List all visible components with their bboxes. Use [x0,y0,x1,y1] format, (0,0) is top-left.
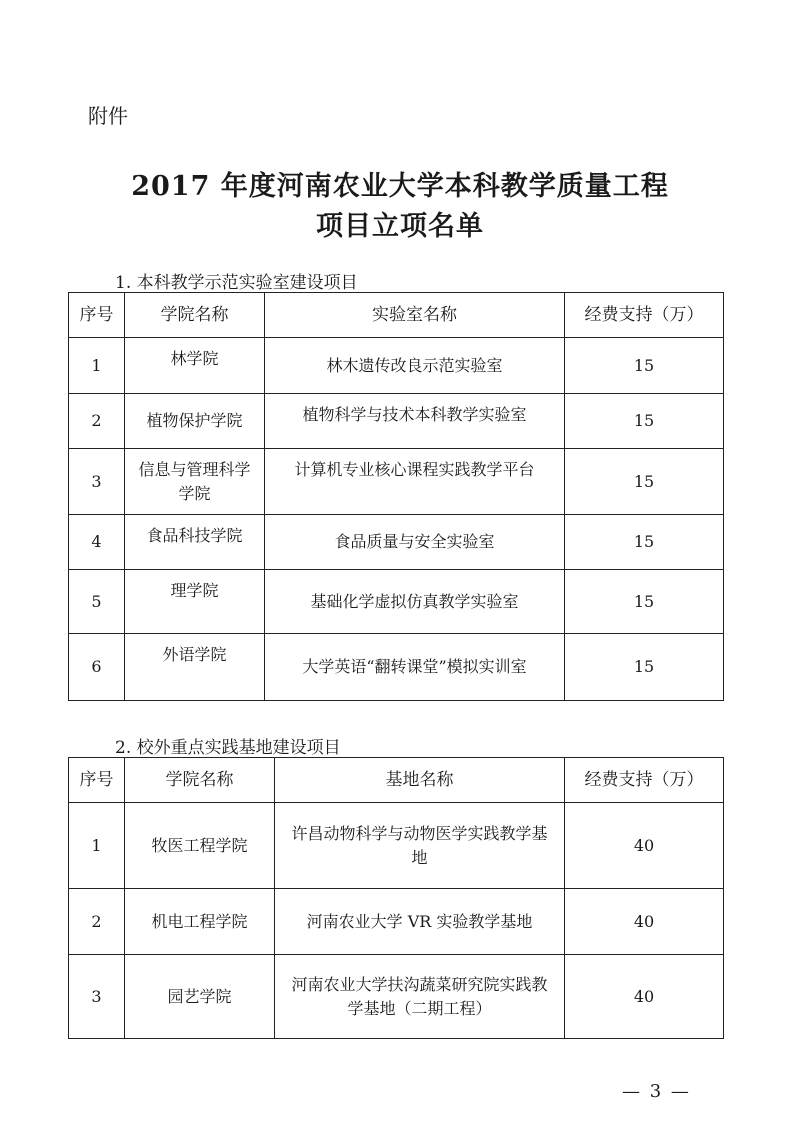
header-funding: 经费支持（万） [565,758,724,803]
row-funding: 40 [565,955,724,1039]
header-no: 序号 [69,293,125,338]
row-funding: 15 [565,515,724,570]
row-college: 信息与管理科学学院 [125,449,265,515]
row-college: 理学院 [125,570,265,634]
table-row [69,634,724,701]
lab-projects-table [68,292,724,701]
row-funding: 15 [565,338,724,394]
table-row [69,570,724,634]
document-title-line2: 项目立项名单 [316,211,484,242]
row-base-name: 许昌动物科学与动物医学实践教学基地 [275,803,565,889]
row-college: 机电工程学院 [125,889,275,955]
row-lab-name: 计算机专业核心课程实践教学平台 [265,449,565,515]
row-base-name: 河南农业大学扶沟蔬菜研究院实践教学基地（二期工程） [275,955,565,1039]
table-header-row [69,758,724,803]
row-college: 牧医工程学院 [125,803,275,889]
header-base-name: 基地名称 [275,758,565,803]
row-college: 植物保护学院 [125,394,265,449]
header-college: 学院名称 [125,293,265,338]
row-no: 2 [69,889,125,955]
row-no: 2 [69,394,125,449]
row-lab-name: 食品质量与安全实验室 [265,515,565,570]
row-lab-name: 林木遗传改良示范实验室 [265,338,565,394]
table-row [69,803,724,889]
row-college: 食品科技学院 [125,515,265,570]
annex-label: 附件 [88,104,128,128]
row-base-name: 河南农业大学 VR 实验教学基地 [275,889,565,955]
row-funding: 15 [565,449,724,515]
row-lab-name: 植物科学与技术本科教学实验室 [265,394,565,449]
row-no: 3 [69,449,125,515]
table-row [69,515,724,570]
row-college: 林学院 [125,338,265,394]
row-no: 1 [69,803,125,889]
row-no: 4 [69,515,125,570]
header-no: 序号 [69,758,125,803]
section2-heading: 2. 校外重点实践基地建设项目 [115,738,341,758]
table-row [69,889,724,955]
document-title-line1: 2017 年度河南农业大学本科教学质量工程 [131,171,669,202]
base-projects-table [68,757,724,1039]
table-row [69,394,724,449]
table-row [69,338,724,394]
section1-heading: 1. 本科教学示范实验室建设项目 [115,273,358,293]
header-funding: 经费支持（万） [565,293,724,338]
page-number: — 3 — [622,1081,691,1102]
row-lab-name: 大学英语“翻转课堂”模拟实训室 [265,634,565,701]
row-no: 3 [69,955,125,1039]
table-header-row [69,293,724,338]
row-no: 5 [69,570,125,634]
row-funding: 15 [565,634,724,701]
row-no: 1 [69,338,125,394]
row-funding: 40 [565,889,724,955]
table-row [69,449,724,515]
row-college: 外语学院 [125,634,265,701]
row-funding: 15 [565,394,724,449]
header-lab-name: 实验室名称 [265,293,565,338]
header-college: 学院名称 [125,758,275,803]
row-no: 6 [69,634,125,701]
row-lab-name: 基础化学虚拟仿真教学实验室 [265,570,565,634]
table-row [69,955,724,1039]
row-college: 园艺学院 [125,955,275,1039]
row-funding: 15 [565,570,724,634]
row-funding: 40 [565,803,724,889]
